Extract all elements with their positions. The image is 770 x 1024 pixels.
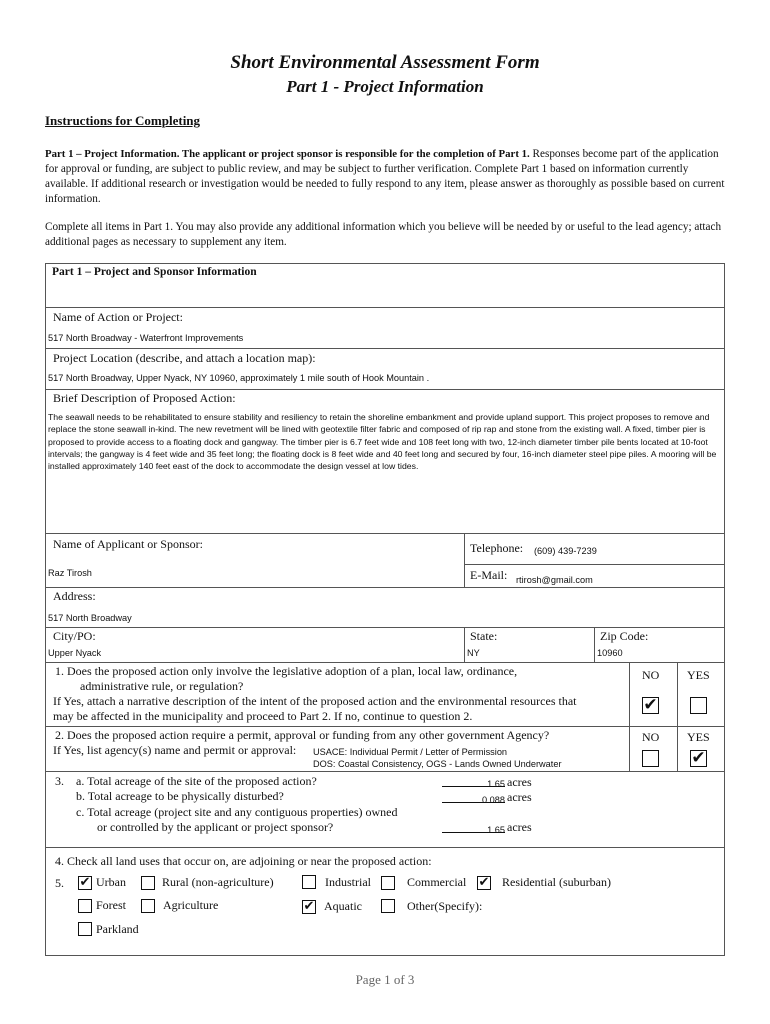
q2-agency-2[interactable]: DOS: Coastal Consistency, OGS - Lands Owned Underwater <box>313 759 562 769</box>
q5-number: 5. <box>55 876 64 890</box>
q1-line-1: 1. Does the proposed action only involve the legislative adoption of a plan, local law, ordinance, <box>55 664 518 678</box>
urban-checkbox[interactable]: ✔ <box>79 875 91 890</box>
q3-number: 3. <box>55 774 64 788</box>
urban-label: Urban <box>96 875 126 889</box>
forest-checkbox[interactable] <box>78 899 92 913</box>
other-label: Other(Specify): <box>407 899 483 913</box>
q2-line-1: 2. Does the proposed action require a permit, approval or funding from any other government Agency? <box>55 728 550 742</box>
email-label: E-Mail: <box>470 568 508 582</box>
q1-line-4: may be affected in the municipality and proceed to Part 2. If no, continue to question 2. <box>53 709 473 723</box>
email-field[interactable]: rtirosh@gmail.com <box>516 575 593 585</box>
q2-yes-checkbox[interactable]: ✔ <box>691 748 706 768</box>
instructions-paragraph-2: Complete all items in Part 1. You may also provide any additional information which you believe will be needed by or useful to the lead agency; attach additional pages as necessary to supplement any item. <box>45 221 722 248</box>
q1-yes-label: YES <box>687 668 710 682</box>
form-title: Short Environmental Assessment Form <box>230 52 540 73</box>
q3b-acres-label: acres <box>507 790 532 804</box>
q3a-acres-label: acres <box>507 775 532 789</box>
parkland-label: Parkland <box>96 922 139 936</box>
description-label: Brief Description of Proposed Action: <box>53 391 236 405</box>
q4-label: 4. Check all land uses that occur on, are adjoining or near the proposed action: <box>55 854 432 868</box>
q3c-field[interactable]: 1.65 <box>442 820 505 833</box>
applicant-field[interactable]: Raz Tirosh <box>48 568 92 578</box>
location-field[interactable]: 517 North Broadway, Upper Nyack, NY 10960, approximately 1 mile south of Hook Mountain . <box>48 373 430 383</box>
address-label: Address: <box>53 589 96 603</box>
q3c-acres-label: acres <box>507 820 532 834</box>
commercial-label: Commercial <box>407 875 467 889</box>
section-title: Part 1 – Project and Sponsor Information <box>52 266 257 278</box>
q2-line-2: If Yes, list agency(s) name and permit or approval: <box>53 743 297 757</box>
description-field[interactable]: The seawall needs to be rehabilitated to ensure stability and resiliency to retain the shoreline embankment and provide upland support. This project proposes to remove and replace the stone seawall in-kind. The new revetment will be lined with geotextile filter fabric and composed of rip rap and stone from the existing wall. A fixed, timber pier is proposed to provide access to a floating dock and gangway. The timber pier is 6.7 feet wide and 108 feet long with two, 12-inch diameter timber pile bents located at 10-foot intervals; the gangway is 4 feet wide and 35 feet long; the floating dock is 8 feet wide and 40 feet long and secured by four, 16-inch diameter steel pipe piles. A mooring will be installed approximately 140 feet east of the dock to accommodate the design vessel at low tides. <box>48 412 717 472</box>
rural-checkbox[interactable] <box>141 876 155 890</box>
residential-checkbox[interactable]: ✔ <box>478 875 490 890</box>
address-field[interactable]: 517 North Broadway <box>48 613 132 623</box>
name-of-action-field[interactable]: 517 North Broadway - Waterfront Improvements <box>48 333 244 343</box>
state-field[interactable]: NY <box>467 648 480 658</box>
industrial-checkbox[interactable] <box>302 875 316 889</box>
applicant-label: Name of Applicant or Sponsor: <box>53 537 203 551</box>
form-box <box>45 263 725 956</box>
instructions-paragraph-1-rest: Responses become part of the application for approval or funding, are subject to public review, and may be subject to further verification. Complete Part 1 based on information currently available. If additional research or investigation would be needed to fully respond to any item, please answer as thoroughly as possible based on current information. <box>45 148 725 205</box>
state-label: State: <box>470 629 498 643</box>
agriculture-checkbox[interactable] <box>141 899 155 913</box>
city-field[interactable]: Upper Nyack <box>48 648 102 658</box>
q3b-field[interactable]: 0.088 <box>442 790 505 803</box>
q3a-field[interactable]: 1.65 <box>442 774 505 787</box>
telephone-field[interactable]: (609) 439-7239 <box>534 546 597 556</box>
instructions-bold-lead: Part 1 – Project Information. The applicant or project sponsor is responsible for the completion of Part 1. <box>45 148 530 160</box>
page-number: Page 1 of 3 <box>355 972 415 987</box>
aquatic-label: Aquatic <box>324 899 362 913</box>
other-checkbox[interactable] <box>381 899 395 913</box>
q3c-line-1: c. Total acreage (project site and any contiguous properties) owned <box>76 805 398 819</box>
city-label: City/PO: <box>53 629 96 643</box>
parkland-checkbox[interactable] <box>78 922 92 936</box>
telephone-label: Telephone: <box>470 541 524 555</box>
q1-line-3: If Yes, attach a narrative description of the intent of the proposed action and the environmental resources that <box>53 694 577 708</box>
location-label: Project Location (describe, and attach a location map): <box>53 351 316 365</box>
q1-yes-checkbox[interactable] <box>690 697 707 714</box>
q3a-label: a. Total acreage of the site of the proposed action? <box>76 774 317 788</box>
forest-label: Forest <box>96 898 126 912</box>
residential-label: Residential (suburban) <box>502 875 611 889</box>
zip-field[interactable]: 10960 <box>597 648 623 658</box>
industrial-label: Industrial <box>325 875 371 889</box>
q1-line-2: administrative rule, or regulation? <box>80 679 244 693</box>
commercial-checkbox[interactable] <box>381 876 395 890</box>
q1-no-checkbox[interactable]: ✔ <box>643 695 658 715</box>
q3c-line-2: or controlled by the applicant or project sponsor? <box>97 820 334 834</box>
q2-yes-label: YES <box>687 730 710 744</box>
zip-label: Zip Code: <box>600 629 649 643</box>
rural-label: Rural (non-agriculture) <box>162 875 274 889</box>
q2-no-checkbox[interactable] <box>642 750 659 767</box>
agriculture-label: Agriculture <box>163 898 219 912</box>
q2-agency-1[interactable]: USACE: Individual Permit / Letter of Permission <box>313 747 508 757</box>
name-of-action-label: Name of Action or Project: <box>53 310 183 324</box>
q2-no-label: NO <box>642 730 660 744</box>
q1-no-label: NO <box>642 668 660 682</box>
q3b-label: b. Total acreage to be physically disturbed? <box>76 789 284 803</box>
aquatic-checkbox[interactable]: ✔ <box>303 899 315 914</box>
instructions-paragraph-1 <box>45 147 725 207</box>
instructions-heading: Instructions for Completing <box>45 113 201 128</box>
form-subtitle: Part 1 - Project Information <box>286 77 484 96</box>
